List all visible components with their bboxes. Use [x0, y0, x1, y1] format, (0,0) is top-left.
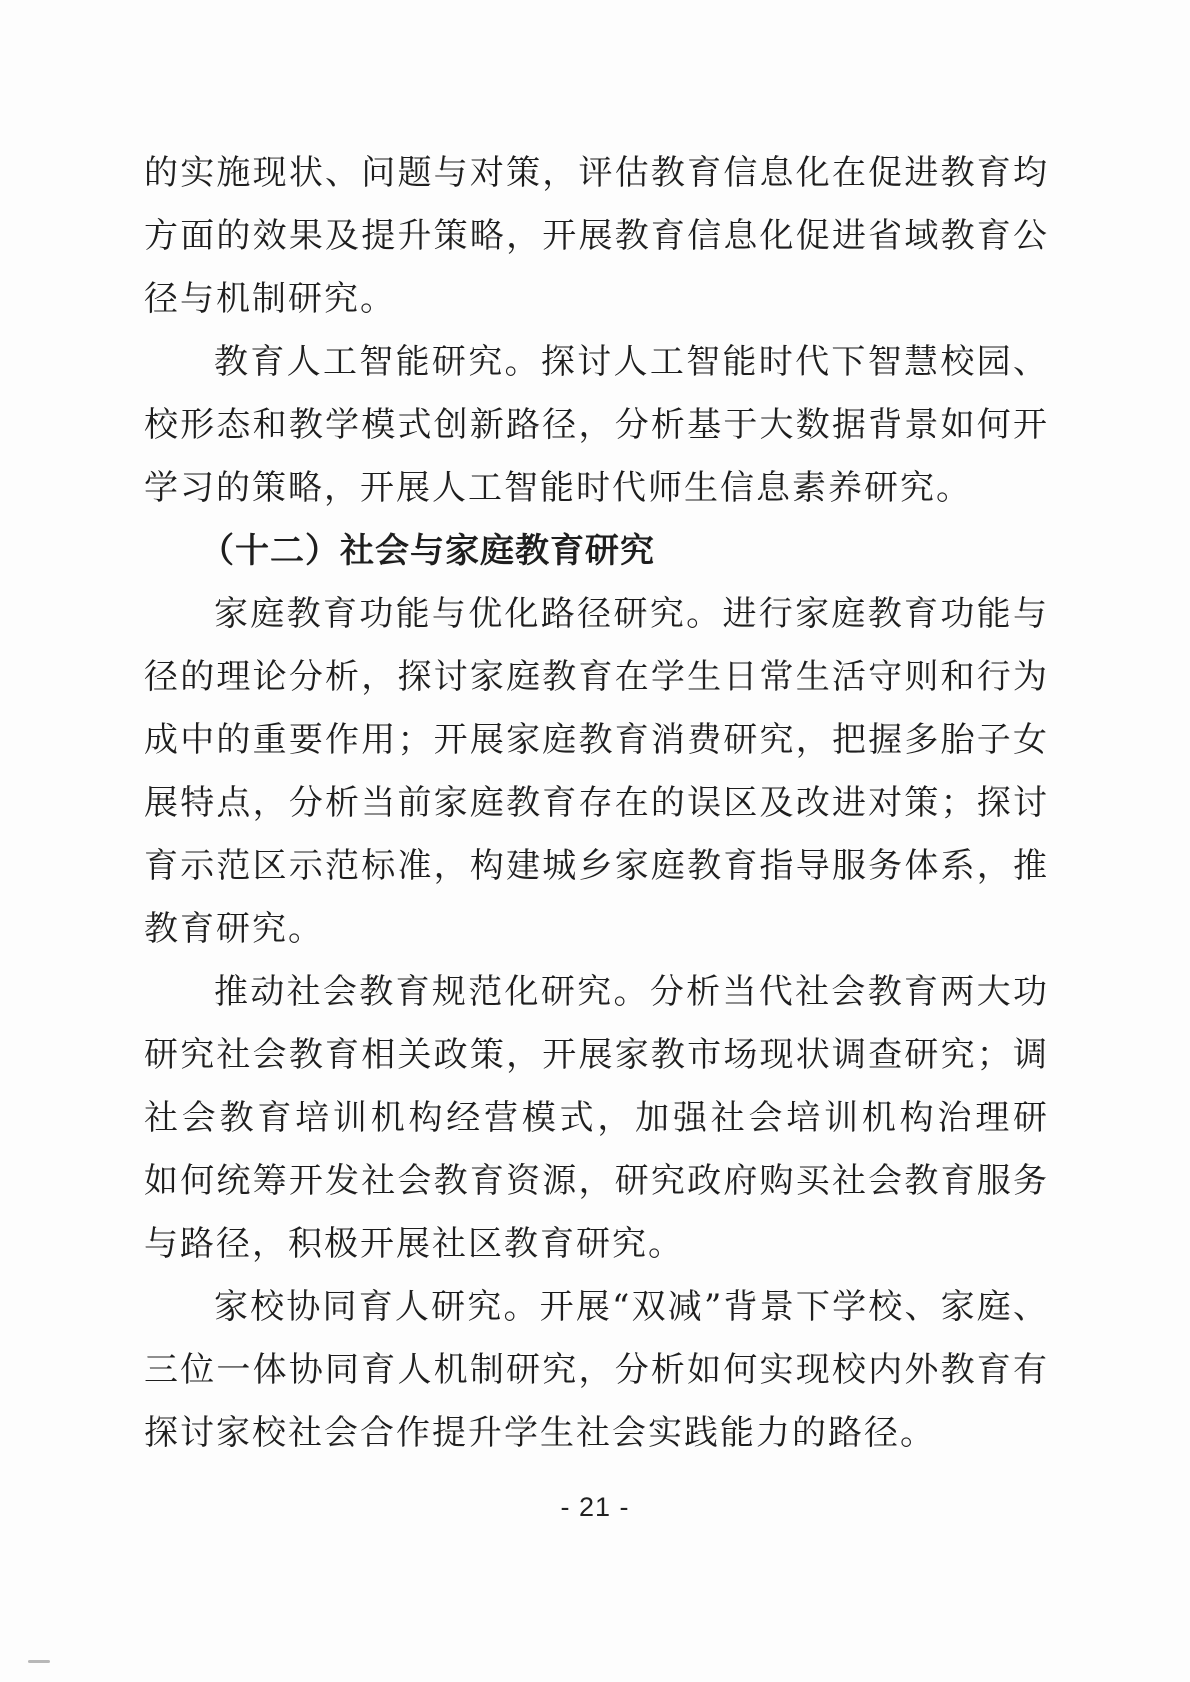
paragraph-line: 学习的策略，开展人工智能时代师生信息素养研究。 [144, 468, 972, 508]
paragraph-line: 的实施现状、问题与对策，评估教育信息化在促进教育均 [144, 153, 1049, 193]
paragraph-line: 与路径，积极开展社区教育研究。 [144, 1224, 684, 1264]
paragraph-line: 径与机制研究。 [144, 279, 396, 319]
paragraph-line: 研究社会教育相关政策，开展家教市场现状调查研究；调 [144, 1035, 1049, 1075]
paragraph-line: 推动社会教育规范化研究。分析当代社会教育两大功 [214, 972, 1049, 1012]
section-heading [144, 520, 1049, 583]
page-number: - 21 - [560, 1492, 630, 1522]
paragraph-line: 教育人工智能研究。探讨人工智能时代下智慧校园、 [214, 342, 1049, 382]
paragraph-line: 家庭教育功能与优化路径研究。进行家庭教育功能与 [214, 594, 1049, 634]
paragraph-line: 家校协同育人研究。开展“双减”背景下学校、家庭、 [214, 1287, 1049, 1327]
paragraph-line: 校形态和教学模式创新路径，分析基于大数据背景如何开 [144, 405, 1049, 445]
paragraph-line: 教育研究。 [144, 909, 324, 949]
paragraph [144, 331, 1049, 520]
paragraph-line: 社会教育培训机构经营模式，加强社会培训机构治理研 [144, 1098, 1049, 1138]
paragraph-line: 育示范区示范标准，构建城乡家庭教育指导服务体系，推 [144, 846, 1049, 886]
paragraph [144, 1276, 1049, 1465]
paragraph [144, 142, 1049, 331]
paragraph [144, 961, 1049, 1276]
paragraph-line: 三位一体协同育人机制研究，分析如何实现校内外教育有 [144, 1350, 1049, 1390]
paragraph-line: 展特点，分析当前家庭教育存在的误区及改进对策；探讨 [144, 783, 1049, 823]
paragraph-line: 方面的效果及提升策略，开展教育信息化促进省域教育公 [144, 216, 1049, 256]
paragraph-line: 如何统筹开发社会教育资源，研究政府购买社会教育服务 [144, 1161, 1049, 1201]
paragraph [144, 583, 1049, 961]
document-body [144, 142, 1049, 1465]
scan-artifact [28, 1660, 50, 1663]
paragraph-line: 探讨家校社会合作提升学生社会实践能力的路径。 [144, 1413, 936, 1453]
paragraph-line: 径的理论分析，探讨家庭教育在学生日常生活守则和行为 [144, 657, 1049, 697]
paragraph-line: 成中的重要作用；开展家庭教育消费研究，把握多胎子女 [144, 720, 1049, 760]
heading-text: （十二）社会与家庭教育研究 [200, 531, 655, 571]
